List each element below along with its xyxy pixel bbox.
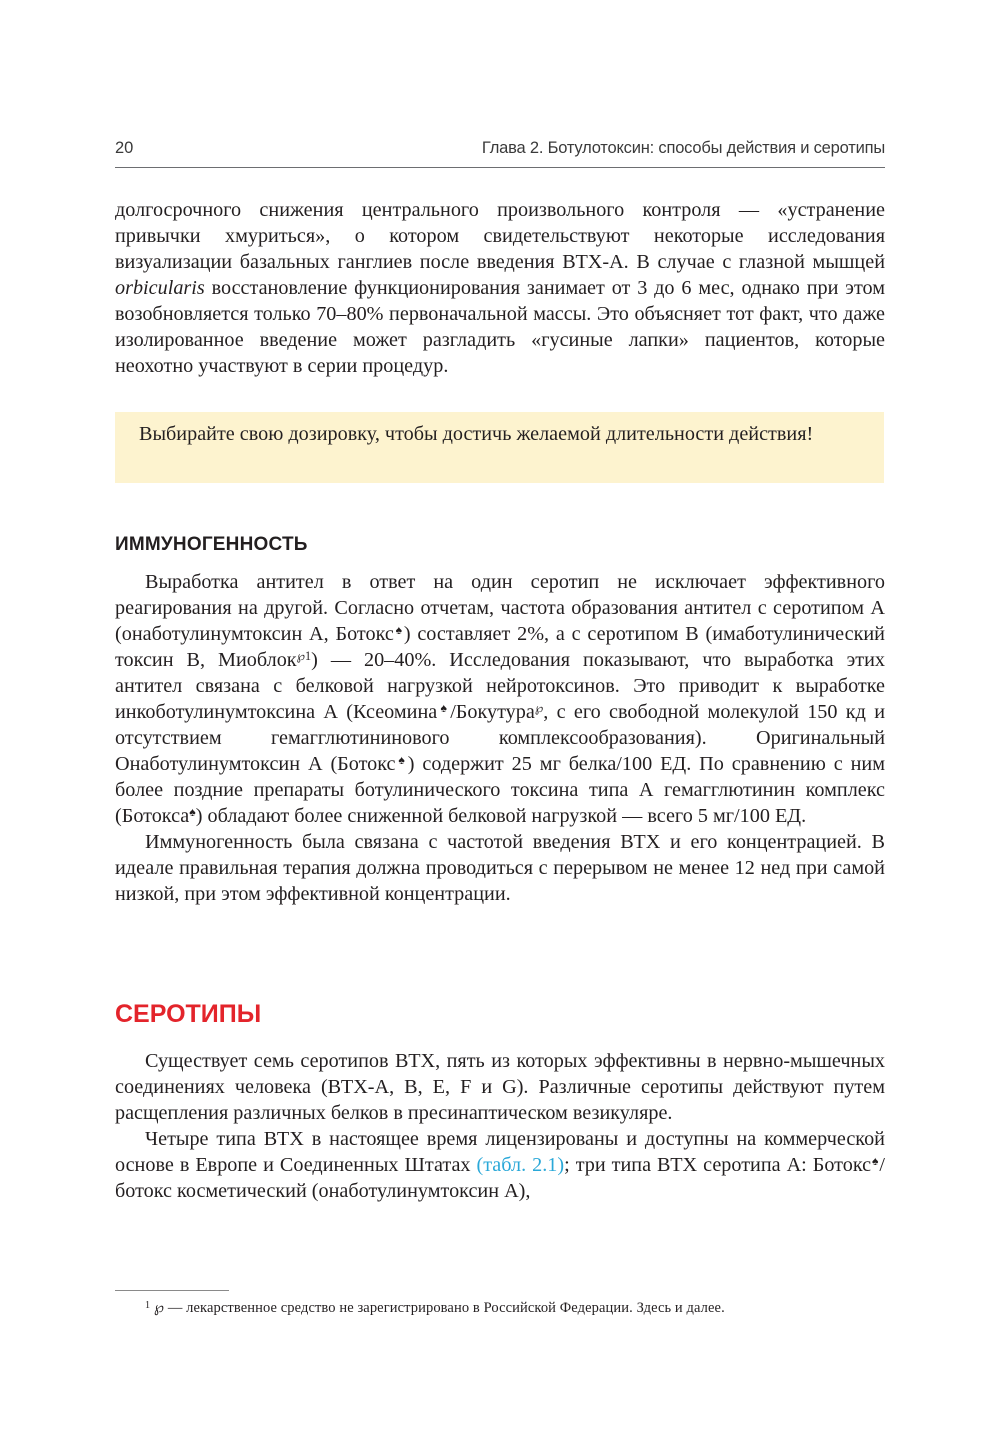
intro-text-part: долгосрочного снижения центрального произвольного контроля — «устранение привычки хмуриться», о котором свидетельствуют некоторые исследования визуализации базальных ганглиев после введения ВТХ-А. В случае с глазной мышцей — [115, 199, 885, 273]
registered-mark: ♠ — [395, 753, 408, 767]
serotypes-paragraph-1: Существует семь серотипов ВТХ, пять из которых эффективны в нервно-мышечных соединениях человека (ВТХ-А, В, Е, F и G). Различные серотипы действуют путем расщепления различных белков в пресинаптическом везикуляре. — [115, 1050, 885, 1124]
serotypes-paragraph-2 — [115, 1126, 885, 1204]
registered-mark: ♠ — [189, 805, 196, 819]
immunogenicity-text — [115, 569, 885, 907]
footnote-ref: ℘1 — [296, 649, 312, 663]
text-part: ) составляет 2%, а с серотипом В (имаботулинический токсин В, Миоблок — [115, 623, 885, 671]
immunogenicity-paragraph-1 — [115, 569, 885, 829]
footnote — [145, 1299, 905, 1317]
text-part: ; три типа ВТХ серотипа А: Ботокс — [564, 1154, 872, 1176]
not-registered-mark: ℘ — [534, 701, 544, 715]
text-part: /ботокс косметический (онаботулинумтоксин А), — [115, 1154, 885, 1202]
registered-mark: ♠ — [437, 701, 451, 715]
text-part: ) обладают более сниженной белковой нагрузкой — всего 5 мг/100 ЕД. — [195, 805, 807, 827]
section-heading-immunogenicity: ИММУНОГЕННОСТЬ — [115, 534, 308, 555]
text-part: Четыре типа ВТХ в настоящее время лицензированы и доступны на коммерческой основе в Европе и Соединенных Штатах — [115, 1128, 885, 1176]
footnote-text: — лекарственное средство не зарегистрировано в Российской Федерации. Здесь и далее. — [164, 1300, 725, 1316]
table-reference-link[interactable]: (табл. 2.1) — [476, 1154, 565, 1176]
section-heading-serotypes: СЕРОТИПЫ — [115, 1000, 262, 1028]
immunogenicity-paragraph-2: Иммуногенность была связана с частотой введения ВТХ и его концентрацией. В идеале правильная терапия должна проводиться с перерывом не менее 12 нед при самой низкой, при этом эффективной концентрации. — [115, 831, 885, 905]
text-part: /Бокутура — [450, 701, 535, 723]
chapter-title: Глава 2. Ботулотоксин: способы действия и серотипы — [481, 139, 885, 157]
text-part: , с его свободной молекулой 150 кд и отсутствием гемагглютининового комплексообразования). Оригинальный Онаботулинумтоксин А (Ботокс — [115, 701, 885, 775]
footnote-divider — [115, 1290, 229, 1291]
muscle-term: orbicularis — [115, 277, 205, 299]
intro-paragraph — [115, 197, 885, 379]
footnote-symbol: ℘ — [153, 1300, 165, 1316]
registered-mark: ♠ — [871, 1154, 880, 1168]
callout-text: Выбирайте свою дозировку, чтобы достичь желаемой длительности действия! — [139, 423, 814, 445]
text-part: ) содержит 25 мг белка/100 ЕД. По сравнению с ним более поздние препараты ботулинического токсина типа А гемагглютинин комплекс (Ботокса — [115, 753, 885, 827]
tip-callout — [115, 412, 884, 483]
running-header — [115, 139, 885, 168]
text-part: ) — 20–40%. Исследования показывают, что выработка этих антител связана с белковой нагрузкой нейротоксинов. Это приводит к выработке инкоботулинумтоксина А (Ксеомина — [115, 649, 886, 723]
registered-mark: ♠ — [393, 623, 404, 637]
page-number: 20 — [115, 139, 134, 157]
intro-text-part: восстановление функционирования занимает от 3 до 6 мес, однако при этом возобновляется только 70–80% первоначальной массы. Это объясняет тот факт, что даже изолированное введение может разгладить «гусиные лапки» пациентов, которые неохотно участвуют в серии процедур. — [115, 277, 885, 377]
text-part: Выработка антител в ответ на один серотип не исключает эффективного реагирования на другой. Согласно отчетам, частота образования антител с серотипом А (онаботулинумтоксин А, Ботокс — [115, 571, 885, 645]
intro-text — [115, 197, 885, 379]
footnote-number: 1 — [145, 1300, 151, 1311]
serotypes-text — [115, 1048, 885, 1204]
